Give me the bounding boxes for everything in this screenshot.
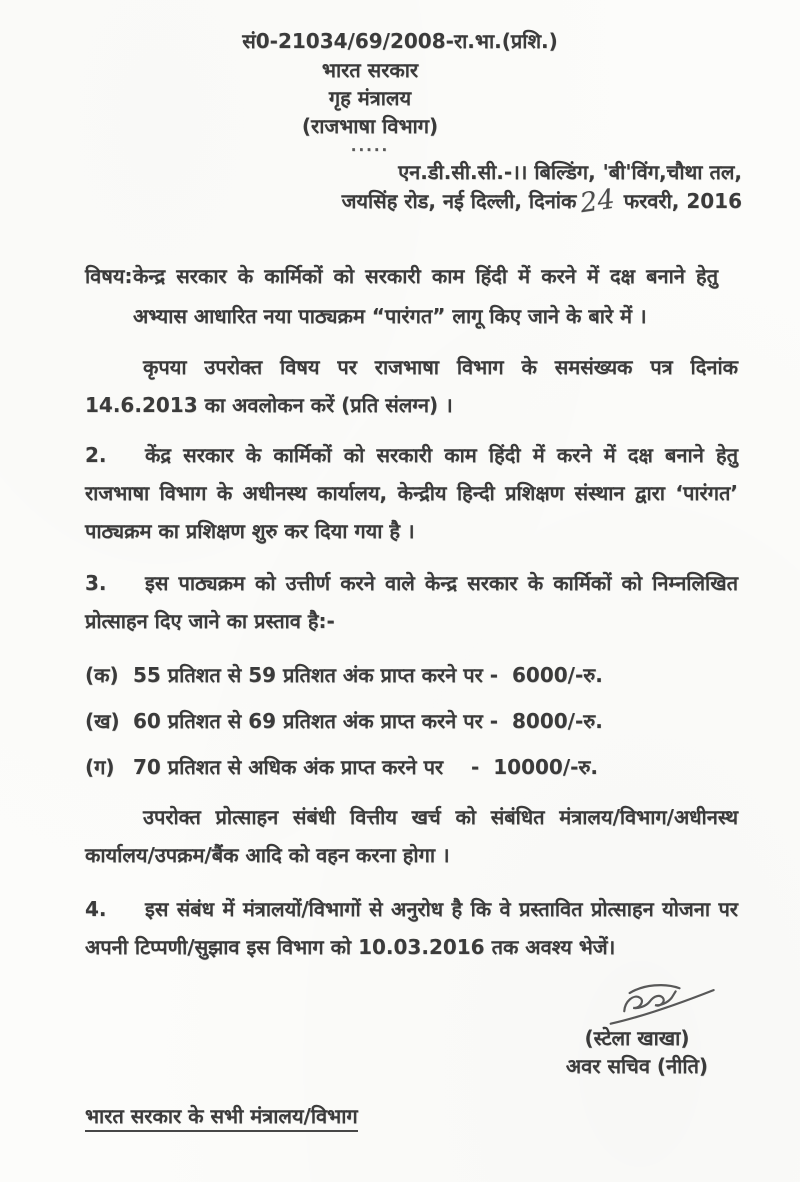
- paragraph-2-number: 2.: [85, 443, 107, 467]
- incentive-label: (ख): [85, 709, 120, 733]
- addressee-line: भारत सरकार के सभी मंत्रालय/विभाग: [85, 1102, 358, 1132]
- incentive-amount: 6000/-रु.: [512, 663, 603, 687]
- incentive-amount: 8000/-रु.: [512, 709, 603, 733]
- incentive-amount: 10000/-रु.: [493, 755, 599, 779]
- address-line1: एन.डी.सी.सी.-।। बिल्डिंग, 'बी'विंग,चौथा तल,: [398, 160, 742, 184]
- paragraph-2: [85, 436, 738, 550]
- subject-text: केन्द्र सरकार के कार्मिकों को सरकारी काम हिंदी में करने में दक्ष बनाने हेतु अभ्यास आधारित नया पाठ्यक्रम “पारंगत” लागू किए जाने के बारे में ।: [133, 264, 718, 328]
- incentive-label: (क): [85, 663, 119, 687]
- handwritten-date: 24: [578, 183, 617, 220]
- office-address: [0, 158, 800, 220]
- incentive-list: [85, 656, 738, 786]
- paragraph-4: [85, 890, 738, 966]
- incentive-label: (ग): [85, 755, 115, 779]
- incentive-desc: 55 प्रतिशत से 59 प्रतिशत अंक प्राप्त करने पर -: [133, 663, 499, 687]
- letterhead: [130, 56, 610, 155]
- paragraph-3-number: 3.: [85, 571, 107, 595]
- incentive-row-ka: [85, 656, 738, 694]
- incentive-desc: 70 प्रतिशत से अधिक अंक प्राप्त करने पर -: [133, 755, 480, 779]
- separator-dots: .....: [350, 137, 390, 155]
- paragraph-4-number: 4.: [85, 897, 107, 921]
- paragraph-3: [85, 564, 738, 640]
- signature-block: [532, 980, 742, 1080]
- signatory-name: (स्टेला खाखा): [584, 1026, 690, 1050]
- subject-label: विषय:: [85, 264, 133, 288]
- org-name: भारत सरकार: [321, 58, 419, 82]
- incentive-row-ga: [85, 748, 738, 786]
- date-prefix: जयसिंह रोड, नई दिल्ली, दिनांक: [341, 189, 577, 213]
- signature-scribble-icon: [599, 978, 719, 1028]
- paragraph-3-text: इस पाठ्यक्रम को उत्तीर्ण करने वाले केन्द्र सरकार के कार्मिकों को निम्नलिखित प्रोत्साहन दिए जाने का प्रस्ताव है:-: [85, 571, 738, 633]
- financial-paragraph: उपरोक्त प्रोत्साहन संबंधी वित्तीय खर्च को संबंधित मंत्रालय/विभाग/अधीनस्थ कार्यालय/उपक्रम/बैंक आदि को वहन करना होगा ।: [85, 805, 738, 867]
- reference-number: सं0-21034/69/2008-रा.भा.(प्रशि.): [242, 29, 558, 53]
- paragraph-4-text: इस संबंध में मंत्रालयों/विभागों से अनुरोध है कि वे प्रस्तावित प्रोत्साहन योजना पर अपनी टिप्पणी/सुझाव इस विभाग को 10.03.2016 तक अवश्य भेजें।: [85, 897, 738, 959]
- paragraph-2-text: केंद्र सरकार के कार्मिकों को सरकारी काम हिंदी में करने में दक्ष बनाने हेतु राजभाषा विभाग के अधीनस्थ कार्यालय, केन्द्रीय हिन्दी प्रशिक्षण संस्थान द्वारा ‘पारंगत’ पाठ्यक्रम का प्रशिक्षण शुरु कर दिया गया है ।: [85, 443, 738, 543]
- date-line: [0, 183, 742, 220]
- signatory-designation: अवर सचिव (नीति): [565, 1054, 709, 1078]
- addressee-wrap: [85, 1102, 800, 1132]
- ministry-name: गृह मंत्रालय: [328, 86, 412, 110]
- intro-paragraph: कृपया उपरोक्त विषय पर राजभाषा विभाग के समसंख्यक पत्र दिनांक 14.6.2013 का अवलोकन करें (प्रति संलग्न) ।: [85, 355, 738, 417]
- subject-block: [85, 256, 718, 336]
- department-name: (राजभाषा विभाग): [301, 114, 439, 138]
- incentive-desc: 60 प्रतिशत से 69 प्रतिशत अंक प्राप्त करने पर -: [133, 709, 499, 733]
- incentive-row-kha: [85, 702, 738, 740]
- date-suffix: फरवरी, 2016: [623, 189, 742, 213]
